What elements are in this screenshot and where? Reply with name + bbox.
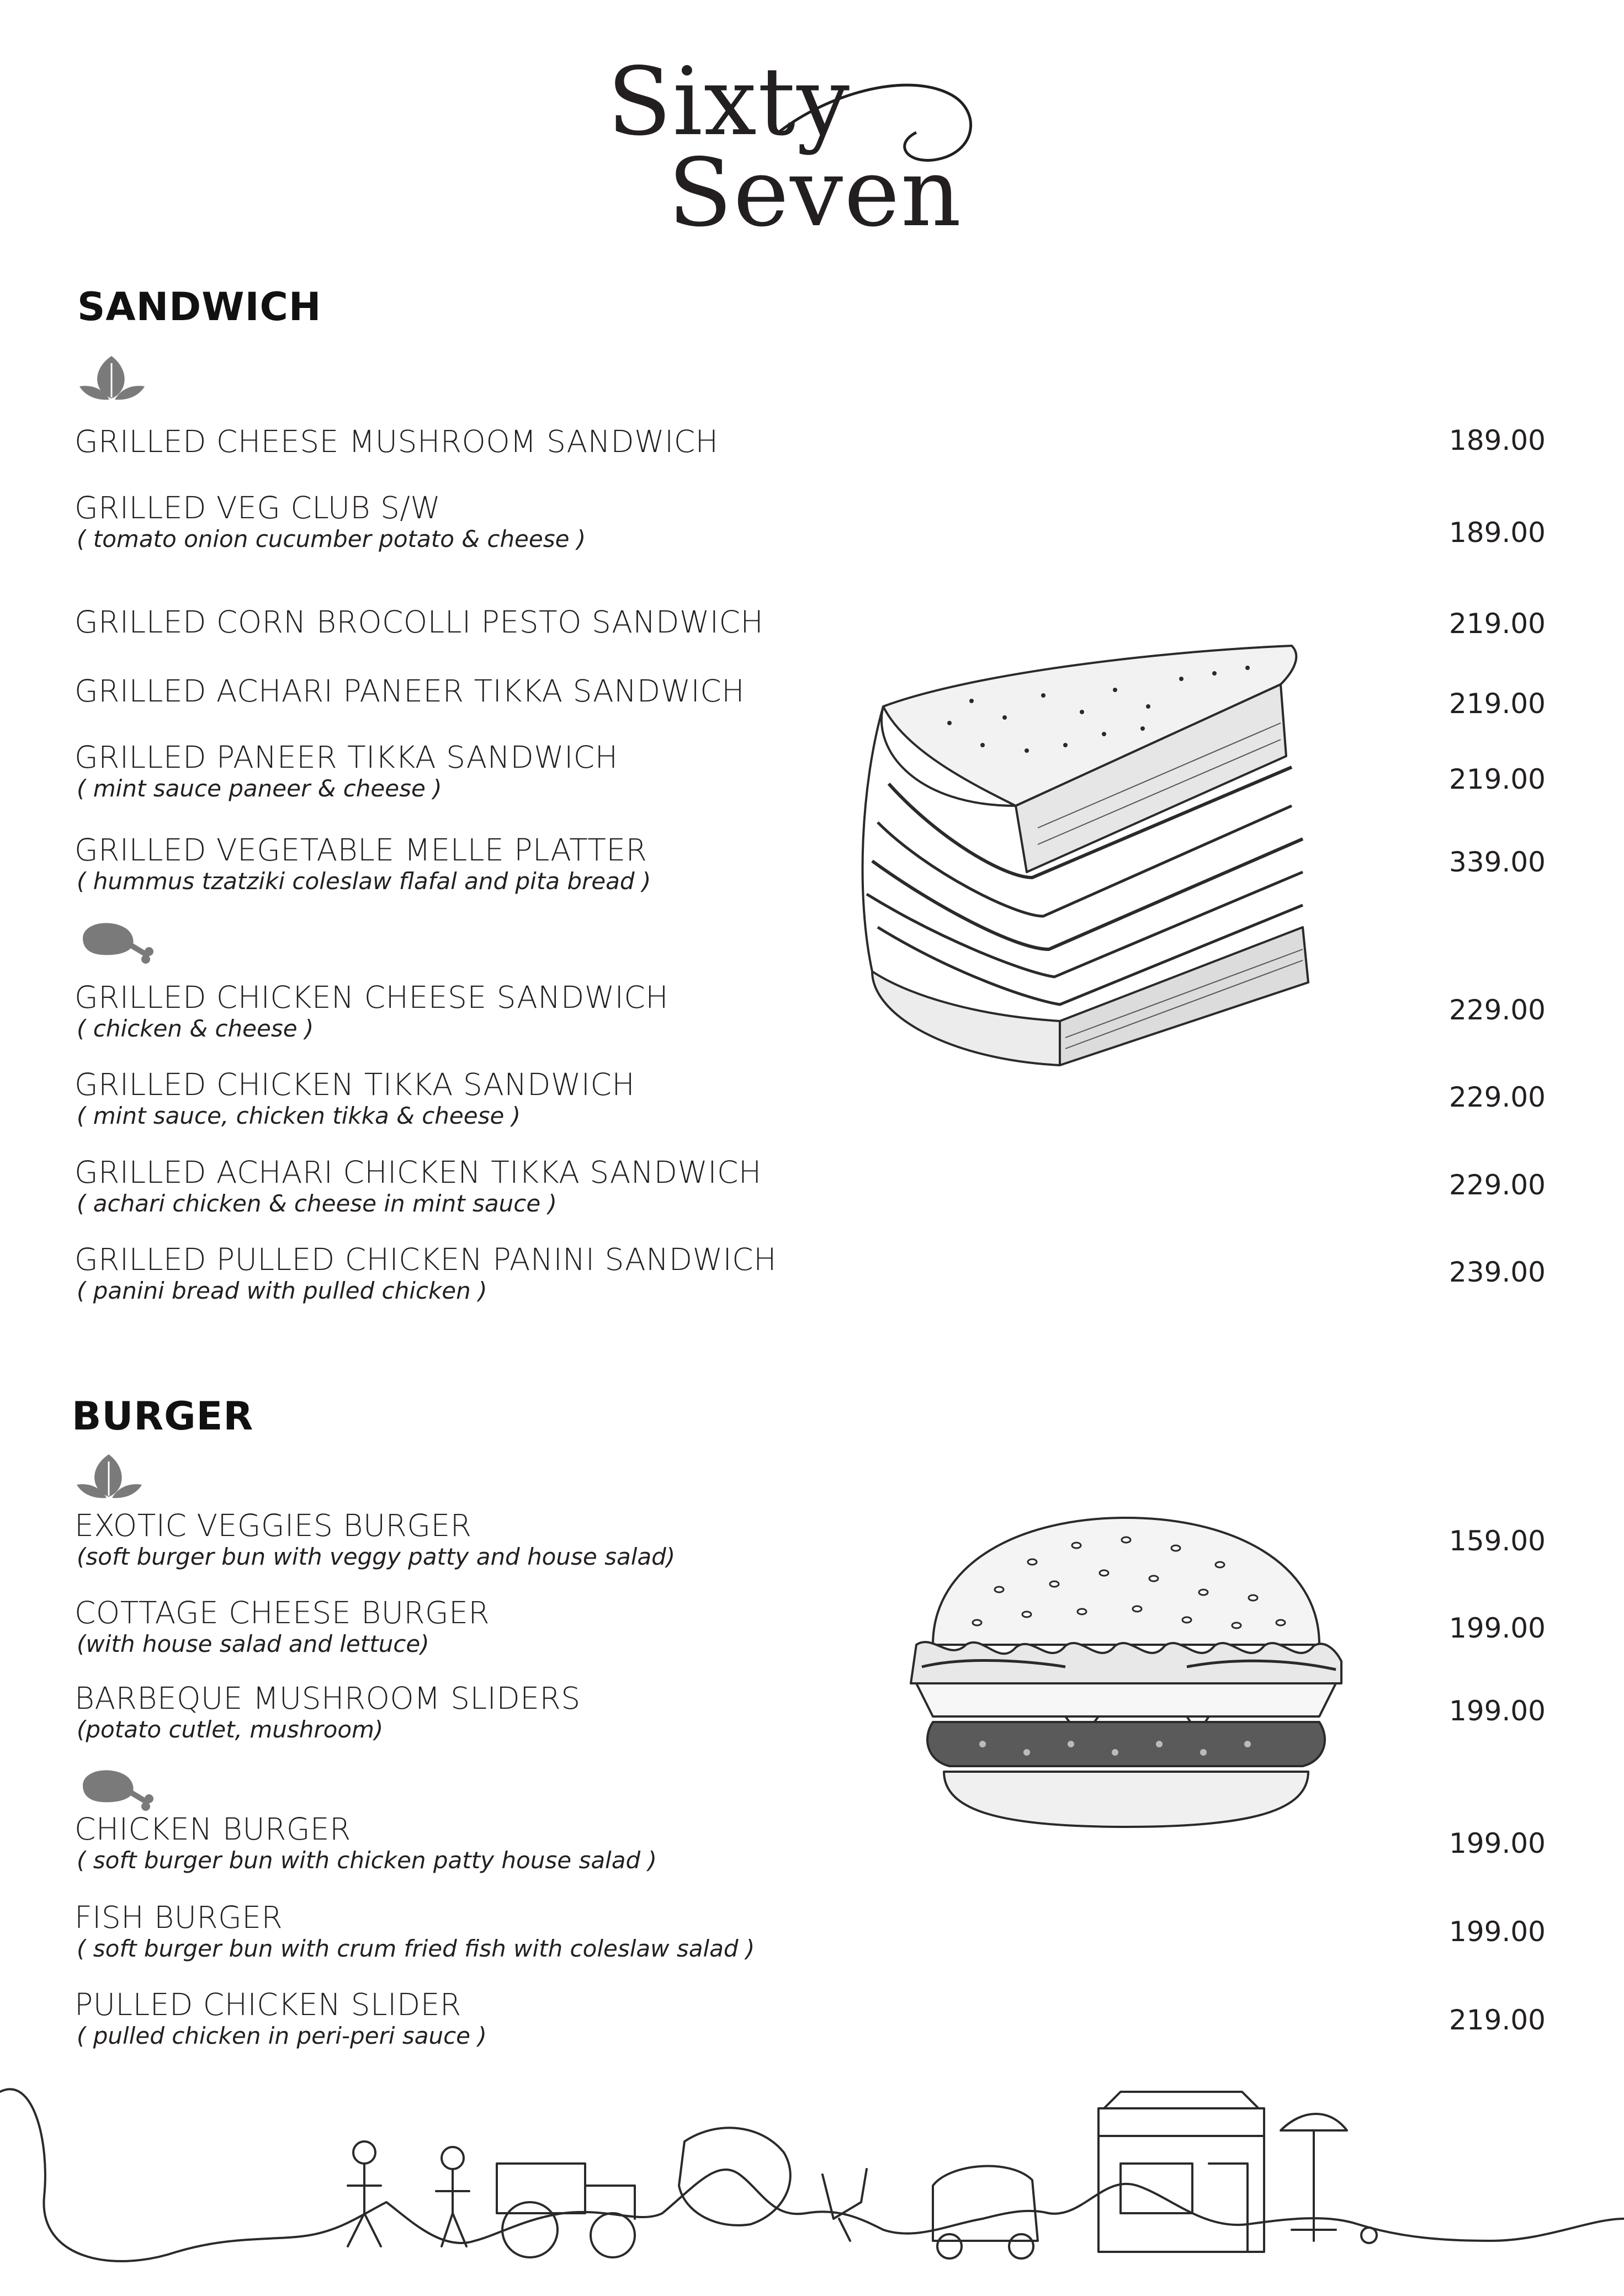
item-name: FISH BURGER	[75, 1900, 283, 1935]
item-description: ( chicken & cheese )	[77, 1015, 314, 1042]
item-description: (soft burger bun with veggy patty and house salad)	[77, 1543, 676, 1570]
item-description: ( pulled chicken in peri-peri sauce )	[77, 2022, 487, 2049]
burger-illustration	[900, 1501, 1352, 1843]
menu-item	[75, 980, 668, 1043]
menu-item	[75, 1987, 487, 2050]
item-price: 159.00	[1449, 1525, 1546, 1557]
section-title-burger: BURGER	[72, 1394, 254, 1439]
item-name: GRILLED CHEESE MUSHROOM SANDWICH	[75, 424, 719, 459]
menu-item	[75, 1595, 490, 1658]
footer-line-art	[0, 2075, 1624, 2296]
item-name: EXOTIC VEGGIES BURGER	[75, 1508, 472, 1543]
menu-item	[75, 740, 618, 802]
item-price: 229.00	[1449, 1081, 1546, 1113]
chicken-leg-icon	[77, 916, 160, 966]
menu-item	[75, 424, 718, 459]
item-description: ( tomato onion cucumber potato & cheese )	[77, 525, 586, 552]
item-description: ( panini bread with pulled chicken )	[77, 1277, 487, 1304]
item-name: BARBEQUE MUSHROOM SLIDERS	[75, 1681, 581, 1716]
item-description: ( mint sauce, chicken tikka & cheese )	[77, 1102, 521, 1129]
chicken-leg-icon	[77, 1763, 160, 1813]
item-price: 189.00	[1449, 424, 1546, 456]
sandwich-illustration	[806, 640, 1314, 1115]
item-name: GRILLED PULLED CHICKEN PANINI SANDWICH	[75, 1242, 777, 1277]
item-name: GRILLED VEG CLUB S/W	[75, 490, 441, 525]
item-price: 229.00	[1449, 994, 1546, 1026]
item-name: CHICKEN BURGER	[75, 1811, 351, 1847]
item-description: ( mint sauce paneer & cheese )	[77, 775, 442, 802]
menu-item	[75, 832, 651, 895]
item-description: ( soft burger bun with chicken patty house salad )	[77, 1847, 657, 1874]
item-name: PULLED CHICKEN SLIDER	[75, 1987, 461, 2022]
item-price: 229.00	[1449, 1169, 1546, 1201]
menu-item	[75, 1811, 657, 1874]
menu-item	[75, 1900, 755, 1963]
item-price: 199.00	[1449, 1916, 1546, 1948]
item-price: 239.00	[1449, 1256, 1546, 1288]
menu-item	[75, 1242, 777, 1305]
item-price: 199.00	[1449, 1695, 1546, 1727]
item-description: ( achari chicken & cheese in mint sauce )	[77, 1190, 557, 1217]
menu-item	[75, 604, 763, 640]
item-name: GRILLED CHICKEN TIKKA SANDWICH	[75, 1067, 635, 1102]
item-price: 189.00	[1449, 517, 1546, 549]
item-price: 199.00	[1449, 1827, 1546, 1859]
item-name: GRILLED CHICKEN CHEESE SANDWICH	[75, 980, 669, 1015]
item-name: GRILLED CORN BROCOLLI PESTO SANDWICH	[75, 604, 764, 640]
item-name: GRILLED ACHARI PANEER TIKKA SANDWICH	[75, 673, 745, 709]
leaf-icon	[75, 1452, 146, 1501]
menu-item	[75, 1681, 581, 1744]
menu-item	[75, 490, 586, 553]
item-description: (potato cutlet, mushroom)	[77, 1716, 384, 1743]
item-price: 219.00	[1449, 608, 1546, 640]
item-price: 219.00	[1449, 688, 1546, 720]
section-title-sandwich: SANDWICH	[77, 284, 322, 329]
item-name: COTTAGE CHEESE BURGER	[75, 1595, 490, 1630]
item-price: 339.00	[1449, 846, 1546, 878]
item-name: GRILLED ACHARI CHICKEN TIKKA SANDWICH	[75, 1155, 762, 1190]
brand-line-1: Sixty	[607, 47, 851, 157]
item-description: ( hummus tzatziki coleslaw flafal and pita bread )	[77, 868, 651, 895]
brand-line-2: Seven	[668, 139, 963, 248]
item-price: 199.00	[1449, 1612, 1546, 1644]
item-price: 219.00	[1449, 763, 1546, 795]
item-description: (with house salad and lettuce)	[77, 1630, 429, 1657]
item-price: 219.00	[1449, 2004, 1546, 2036]
menu-item	[75, 1067, 635, 1130]
item-name: GRILLED PANEER TIKKA SANDWICH	[75, 740, 618, 775]
menu-item	[75, 673, 745, 709]
item-description: ( soft burger bun with crum fried fish with coleslaw salad )	[77, 1935, 755, 1962]
leaf-icon	[77, 353, 149, 403]
menu-item	[75, 1155, 762, 1218]
brand-logo	[596, 47, 1016, 259]
menu-item	[75, 1508, 675, 1571]
item-name: GRILLED VEGETABLE MELLE PLATTER	[75, 832, 648, 868]
